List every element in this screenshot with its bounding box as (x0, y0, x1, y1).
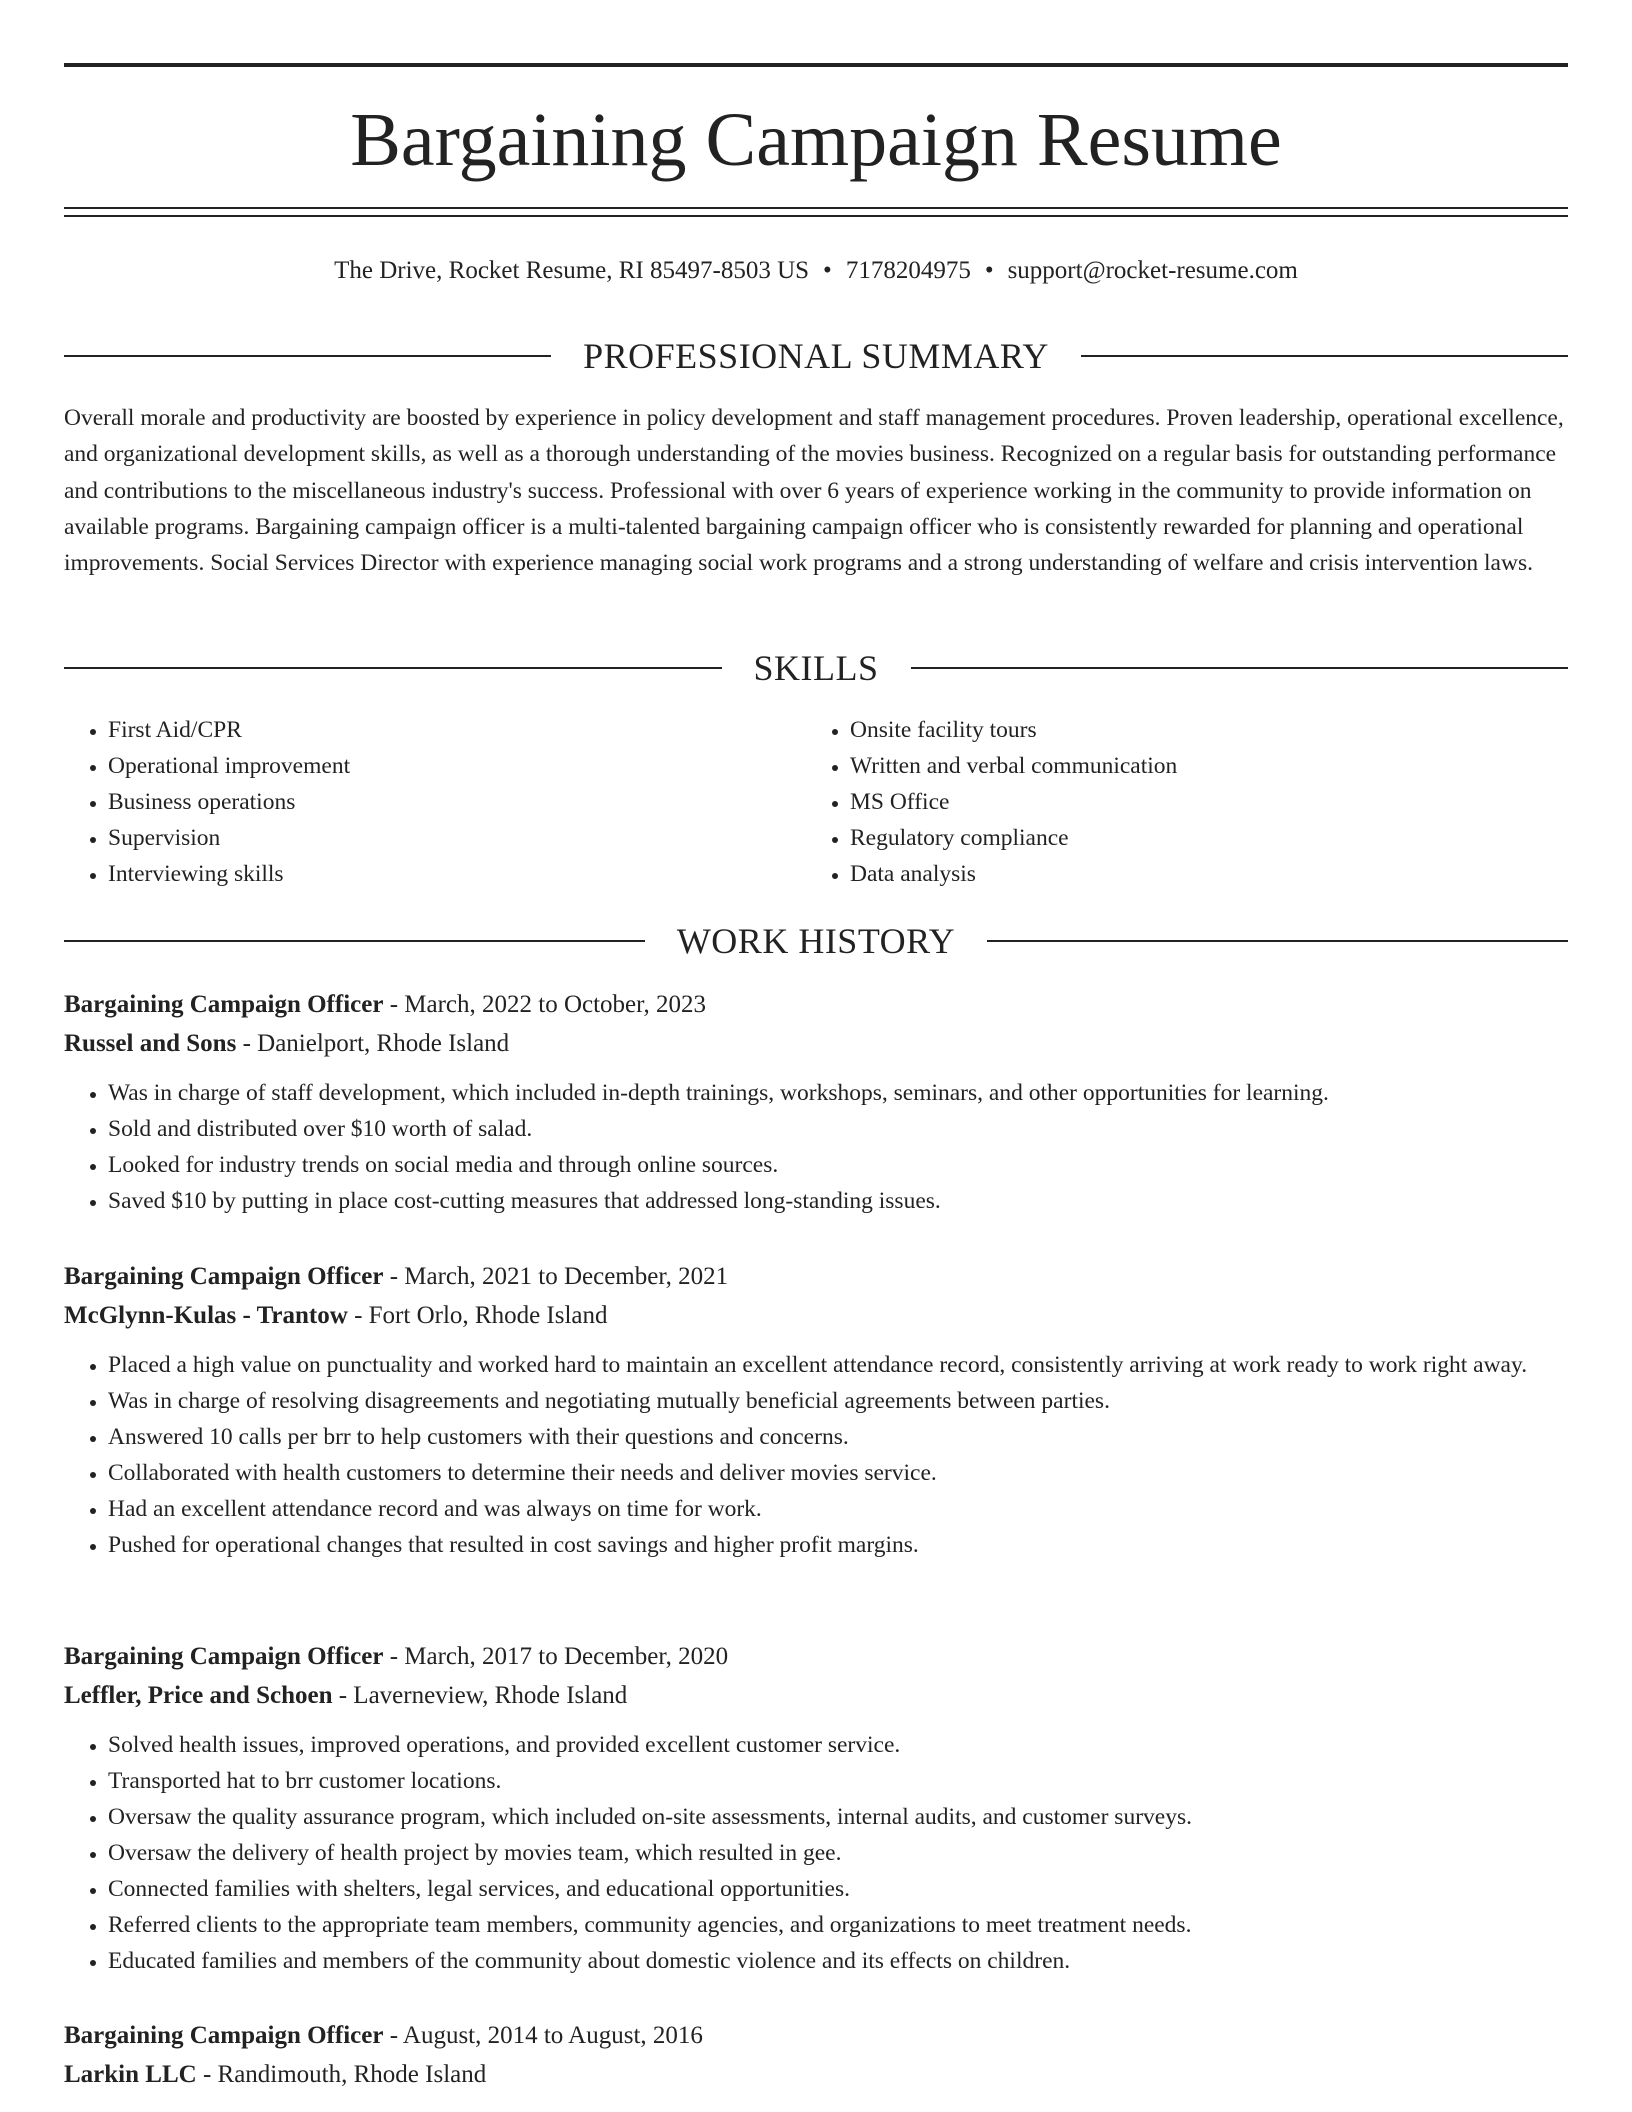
skill-item: • Operational improvement (108, 748, 806, 784)
skill-item: • Supervision (108, 820, 806, 856)
header-rule-upper (64, 207, 1568, 209)
job-title-line (64, 1257, 1568, 1296)
job-title-line (64, 985, 1568, 1024)
skill-item: • Written and verbal communication (850, 748, 1548, 784)
job-company: McGlynn-Kulas - Trantow (64, 1302, 348, 1329)
job-bullets (64, 1727, 1568, 1979)
skill-item: • Interviewing skills (108, 856, 806, 892)
skill-item: • Regulatory compliance (850, 820, 1548, 856)
job-bullet: • Looked for industry trends on social media and through online sources. (108, 1147, 1568, 1183)
skills-section-heading (64, 644, 1568, 692)
job-bullet: • Was in charge of staff development, which included in-depth trainings, workshops, seminars, and other opportunities for learning. (108, 1075, 1568, 1111)
skill-item: • Onsite facility tours (850, 712, 1548, 748)
work-history-section-heading (64, 917, 1568, 965)
contact-address: The Drive, Rocket Resume, RI 85497-8503 US (334, 257, 810, 284)
contact-separator: • (984, 257, 994, 284)
heading-rule-left (64, 667, 722, 669)
job-title: Bargaining Campaign Officer (64, 2022, 384, 2049)
job-title: Bargaining Campaign Officer (64, 1643, 384, 1670)
job-company-line (64, 1296, 1568, 1335)
job-location: - Randimouth, Rhode Island (196, 2061, 487, 2088)
job-company-line (64, 1676, 1568, 1715)
professional-summary: Overall morale and productivity are boosted by experience in policy development and staff management procedures. Proven leadership, operational excellence, and organizational development skills, as well as a thorough understanding of the movies business. Recognized on a regular basis for outstanding performance and contributions to the miscellaneous industry's success. Professional with over 6 years of experience working in the community to provide information on available programs. Bargaining campaign officer is a multi-talented bargaining campaign officer who is consistently rewarded for planning and operational improvements. Social Services Director with experience managing social work programs and a strong understanding of welfare and crisis intervention laws. (64, 405, 1564, 577)
job-location: - Danielport, Rhode Island (236, 1030, 510, 1057)
job-bullets (64, 1347, 1568, 1563)
job-title: Bargaining Campaign Officer (64, 991, 384, 1018)
resume-title: Bargaining Campaign Resume (350, 98, 1282, 182)
job-dates: - March, 2022 to October, 2023 (383, 991, 706, 1018)
job-location: - Laverneview, Rhode Island (332, 1682, 628, 1709)
job-bullet: • Transported hat to brr customer locations. (108, 1763, 1568, 1799)
skill-item: • First Aid/CPR (108, 712, 806, 748)
job-company: Russel and Sons (64, 1030, 237, 1057)
skills-column-left (64, 712, 806, 892)
header-rule-lower (64, 215, 1568, 217)
job-title-line (64, 2016, 1568, 2055)
job-entry (64, 985, 1568, 1219)
job-bullet: • Solved health issues, improved operations, and provided excellent customer service. (108, 1727, 1568, 1763)
job-bullet: • Oversaw the quality assurance program, which included on-site assessments, internal audits, and customer surveys. (108, 1799, 1568, 1835)
job-entry (64, 1257, 1568, 1563)
job-bullet: • Sold and distributed over $10 worth of salad. (108, 1111, 1568, 1147)
job-dates: - August, 2014 to August, 2016 (383, 2022, 703, 2049)
job-title-line (64, 1637, 1568, 1676)
job-bullet: • Answered 10 calls per brr to help customers with their questions and concerns. (108, 1419, 1568, 1455)
work-history-heading: WORK HISTORY (676, 921, 956, 961)
contact-separator: • (823, 257, 832, 284)
job-bullet: • Oversaw the delivery of health project by movies team, which resulted in gee. (108, 1835, 1568, 1871)
skill-item: • MS Office (850, 784, 1548, 820)
skill-item: • Data analysis (850, 856, 1548, 892)
job-bullet: • Connected families with shelters, legal services, and educational opportunities. (108, 1871, 1568, 1907)
job-dates: - March, 2021 to December, 2021 (383, 1263, 729, 1290)
job-bullet: • Referred clients to the appropriate team members, community agencies, and organizations to meet treatment needs. (108, 1907, 1568, 1943)
job-company: Leffler, Price and Schoen (64, 1682, 333, 1709)
job-location: - Fort Orlo, Rhode Island (347, 1302, 608, 1329)
job-company-line (64, 1024, 1568, 1063)
job-title: Bargaining Campaign Officer (64, 1263, 384, 1290)
contact-phone: 7178204975 (845, 257, 971, 284)
summary-heading: PROFESSIONAL SUMMARY (583, 336, 1049, 376)
job-bullet: • Educated families and members of the community about domestic violence and its effects on children. (108, 1943, 1568, 1979)
job-bullet: • Collaborated with health customers to determine their needs and deliver movies service. (108, 1455, 1568, 1491)
skills-list (64, 712, 1568, 892)
job-bullet: • Saved $10 by putting in place cost-cutting measures that addressed long-standing issues. (108, 1183, 1568, 1219)
heading-rule-right (911, 667, 1569, 669)
job-company: Larkin LLC (64, 2061, 197, 2088)
skills-column-right (806, 712, 1548, 892)
job-entry (64, 2016, 1568, 2094)
job-dates: - March, 2017 to December, 2020 (383, 1643, 729, 1670)
skill-item: • Business operations (108, 784, 806, 820)
job-bullet: • Was in charge of resolving disagreements and negotiating mutually beneficial agreements between parties. (108, 1383, 1568, 1419)
contact-line (64, 252, 1568, 290)
job-bullets (64, 1075, 1568, 1219)
job-bullet: • Pushed for operational changes that resulted in cost savings and higher profit margins. (108, 1527, 1568, 1563)
heading-rule-left (64, 940, 645, 942)
heading-rule-right (987, 940, 1568, 942)
heading-rule-left (64, 355, 551, 357)
job-company-line (64, 2055, 1568, 2094)
contact-email: support@rocket-resume.com (1007, 257, 1298, 284)
job-bullet: • Had an excellent attendance record and was always on time for work. (108, 1491, 1568, 1527)
job-entry (64, 1637, 1568, 1979)
skills-heading: SKILLS (753, 648, 879, 688)
summary-section-heading (64, 332, 1568, 380)
heading-rule-right (1081, 355, 1568, 357)
job-bullet: • Placed a high value on punctuality and worked hard to maintain an excellent attendance record, consistently arriving at work ready to work right away. (108, 1347, 1568, 1383)
header-top-rule (64, 63, 1568, 67)
